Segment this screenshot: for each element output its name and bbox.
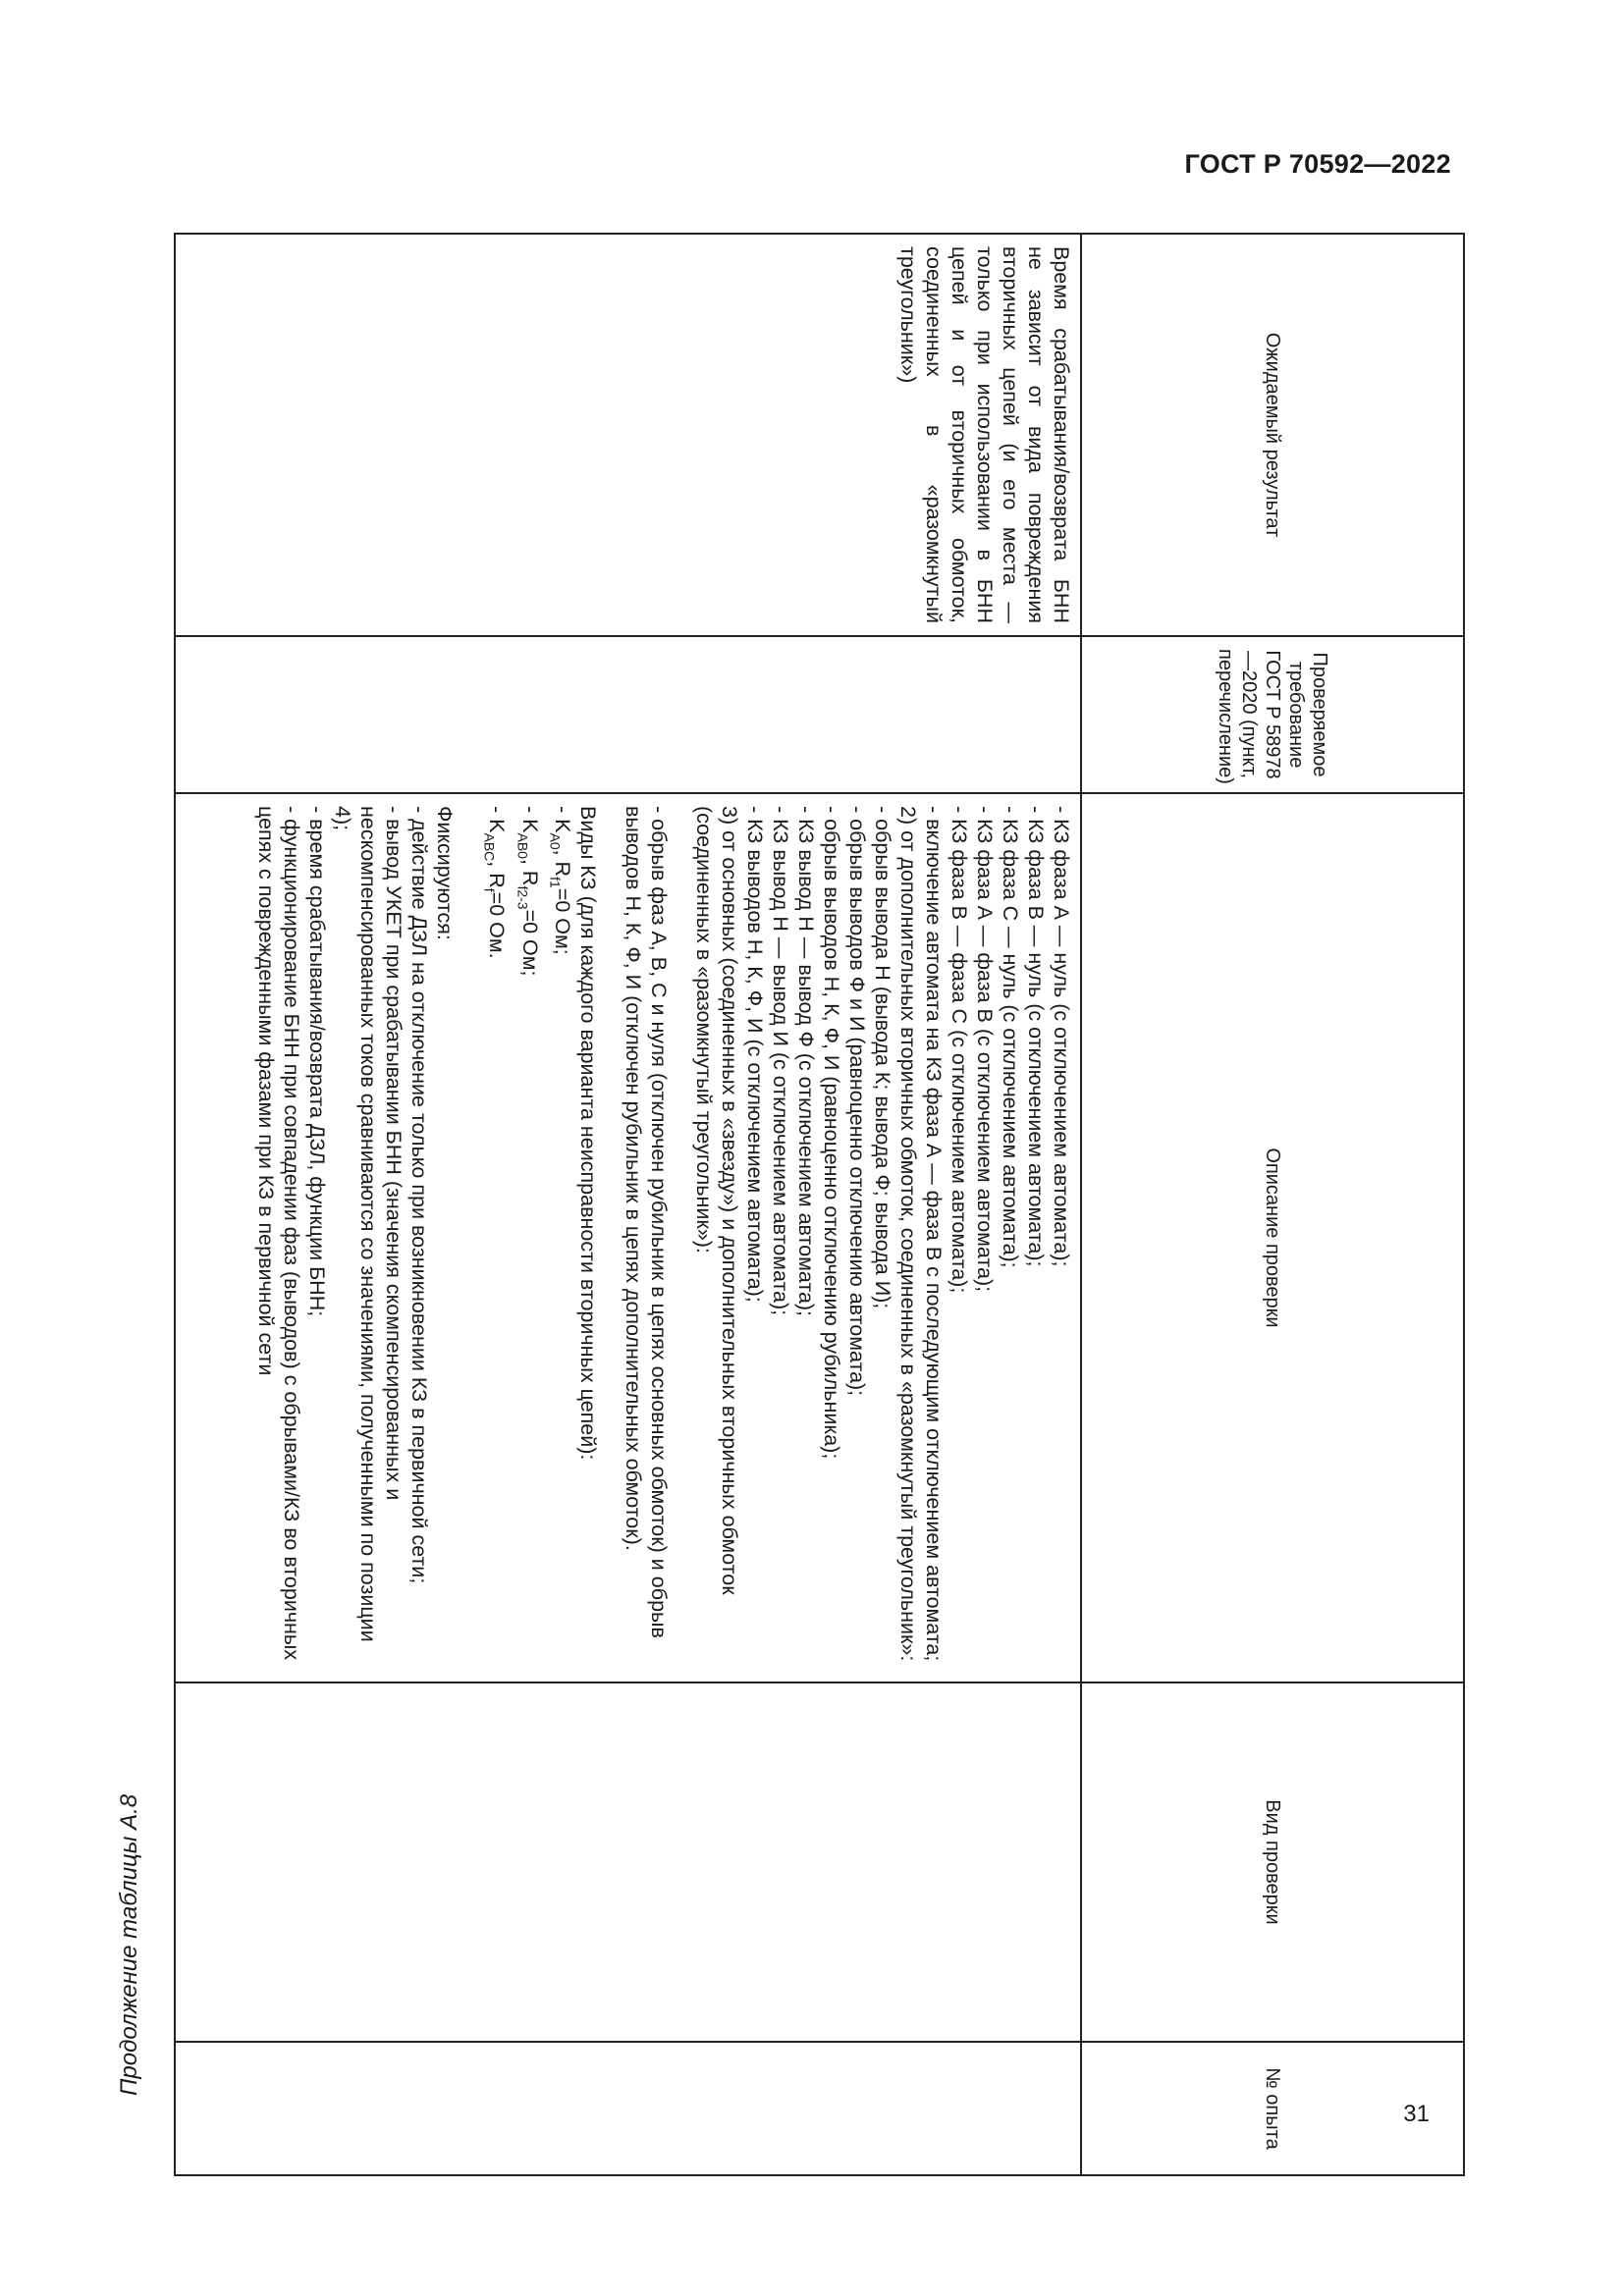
kz-types-intro: Виды КЗ (для каждого варианта неисправности вторичных цепей): bbox=[576, 806, 600, 1461]
table-row bbox=[175, 234, 1081, 2175]
description-line: - КЗ фаза А — фаза В (с отключением автомата); bbox=[973, 806, 997, 1293]
description-line: - КЗ фаза В — фаза С (с отключением автомата); bbox=[947, 806, 971, 1294]
description-open-circuit: - обрыв фаз А, В, С и нуля (отключен рубильник в цепях основных обмоток) и обрыв выводов Н, К, Ф, И (отключен рубильник в цепях дополнительных обмоток). bbox=[622, 806, 671, 1638]
description-line: - КЗ выводов Н, К, Ф, И (с отключением автомата); bbox=[743, 806, 767, 1303]
standard-designation: ГОСТ Р 70592—2022 bbox=[1184, 149, 1451, 179]
fixed-item: - действие ДЗЛ на отключение только при возникновении КЗ в первичной сети; bbox=[407, 806, 432, 1584]
fixed-item: - функционирование БНН при совпадении фаз (выводов) с обрывами/КЗ во вторичных цепях с поврежденными фазами при КЗ в первичной сети bbox=[254, 806, 304, 1661]
description-line: - КЗ фаза С — нуль (с отключением автомата); bbox=[999, 806, 1022, 1268]
cell-check-type bbox=[175, 1682, 1081, 2042]
header-description: Описание проверки bbox=[1081, 793, 1464, 1682]
description-line: - КЗ вывод Н — вывод Ф (с отключением автомата); bbox=[794, 806, 818, 1317]
test-table bbox=[174, 233, 1465, 2176]
header-check-type: Вид проверки bbox=[1081, 1682, 1464, 2042]
kz-type-a0: - $K_{A0}$, $R_{f1}=0$ Ом; bbox=[547, 806, 574, 955]
description-line: - включение автомата на КЗ фаза А — фаза В с последующим отключением автомата; bbox=[922, 806, 946, 1662]
description-line: 2) от дополнительных вторичных обмоток, соединенных в «разомкнутый треугольник»: bbox=[896, 806, 920, 1662]
description-line: - обрыв вывода Н (вывода К; вывода Ф; вывода И); bbox=[871, 806, 894, 1309]
header-requirement: Проверяемое требование ГОСТ Р 58978—2020 (пункт, перечисление) bbox=[1081, 636, 1464, 793]
description-line: - обрыв выводов Н, К, Ф, И (равноценно отключению рубильника); bbox=[820, 806, 843, 1460]
description-line: - КЗ фаза А — нуль (с отключением автомата); bbox=[1050, 806, 1073, 1267]
fixed-item: - вывод УКЕТ при срабатывании БНН (значения скомпенсированных и нескомпенсированных токов сравниваются со значениями, полученными по позиции 4); bbox=[331, 806, 406, 1642]
description-line: 3) от основных (соединенных в «звезду») и дополнительных вторичных обмоток (соединенных в «разомкнутый треугольник»): bbox=[692, 806, 741, 1595]
kz-type-ab0: - $K_{AB0}$, $R_{f2-3}=0$ Ом; bbox=[514, 806, 542, 977]
cell-description bbox=[175, 793, 1081, 1682]
fixed-item: - время срабатывания/возврата ДЗЛ, функции БНН; bbox=[305, 806, 330, 1317]
cell-test-number bbox=[175, 2042, 1081, 2175]
header-test-number: № опыта bbox=[1081, 2042, 1464, 2175]
fixed-intro: Фиксируются: bbox=[433, 806, 458, 940]
table-caption: Продолжение таблицы А.8 bbox=[116, 1793, 142, 2096]
cell-expected-result: Время срабатывания/возврата БНН не зависит от вида повреждения вторичных цепей (и его места — только при использовании в БНН цепей и от вторичных обмоток, соединенных в «разомкнутый треугольник») bbox=[175, 234, 1081, 636]
page-number: 31 bbox=[1403, 2101, 1430, 2127]
header-expected-result: Ожидаемый результат bbox=[1081, 234, 1464, 636]
description-line: - КЗ фаза В — нуль (с отключением автомата); bbox=[1024, 806, 1048, 1267]
description-line: - КЗ вывод Н — вывод И (с отключением автомата); bbox=[769, 806, 792, 1316]
description-line: - обрыв выводов Ф и И (равноценно отключению автомата); bbox=[845, 806, 869, 1397]
cell-requirement bbox=[175, 636, 1081, 793]
table-header-row bbox=[1081, 234, 1464, 2175]
kz-type-abc: - $K_{ABC}$, $R_f=0$ Ом. bbox=[482, 806, 510, 959]
